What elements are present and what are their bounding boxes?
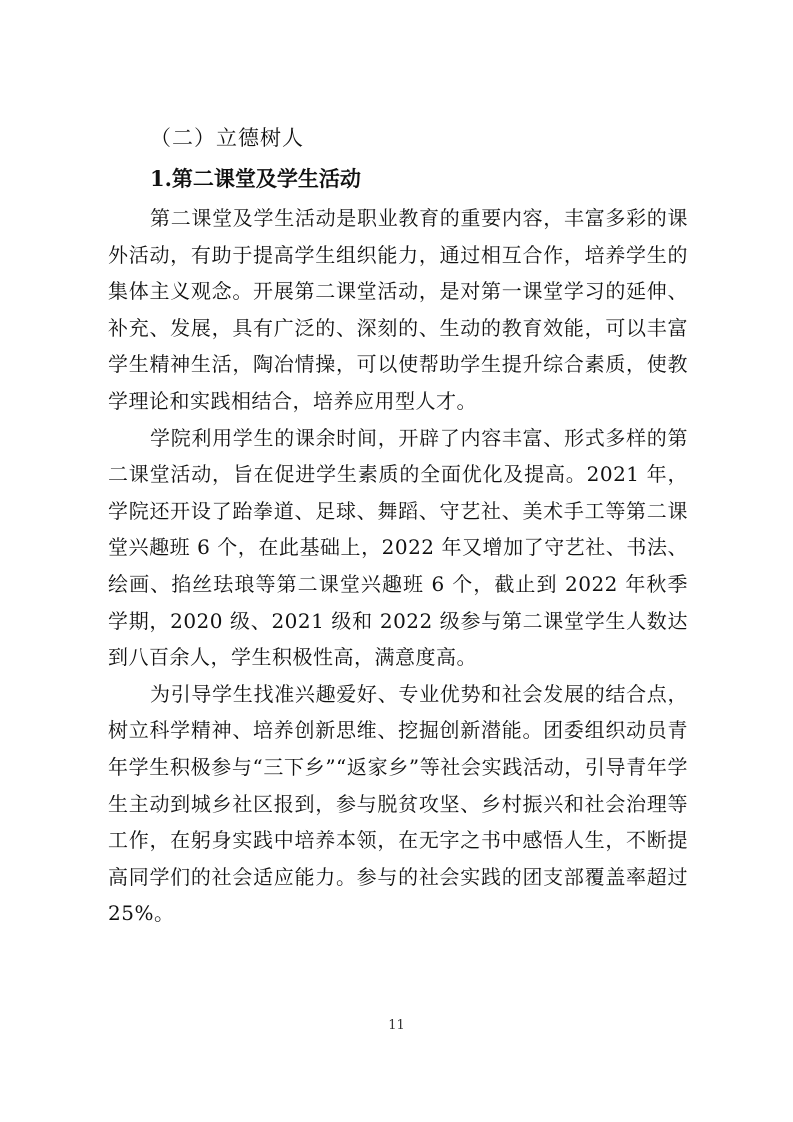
section-heading: （二）立德树人 (150, 126, 304, 150)
page-number: 11 (388, 1018, 405, 1033)
subsection-heading: 1.第二课堂及学生活动 (150, 166, 361, 191)
page-body (108, 118, 688, 932)
paragraph-2: 学院利用学生的课余时间，开辟了内容丰富、形式多样的第二课堂活动，旨在促进学生素质的全面优化及提高。2021 年，学院还开设了跆拳道、足球、舞蹈、守艺社、美术手工等第二课堂兴趣班 6 个，在此基础上，2022 年又增加了守艺社、书法、绘画、掐丝珐琅等第二课堂兴趣班 6 个，截止到 2022 年秋季学期，2020 级、2021 级和 2022 级参与第二课堂学生人数达到八百余人，学生积极性高，满意度高。 (108, 425, 688, 670)
paragraph-3: 为引导学生找准兴趣爱好、专业优势和社会发展的结合点，树立科学精神、培养创新思维、挖掘创新潜能。团委组织动员青年学生积极参与“三下乡”“返家乡”等社会实践活动，引导青年学生主动到城乡社区报到，参与脱贫攻坚、乡村振兴和社会治理等工作，在躬身实践中培养本领，在无字之书中感悟人生，不断提高同学们的社会适应能力。参与的社会实践的团支部覆盖率超过 25%。 (108, 681, 688, 926)
paragraph-1: 第二课堂及学生活动是职业教育的重要内容，丰富多彩的课外活动，有助于提高学生组织能力，通过相互合作，培养学生的集体主义观念。开展第二课堂活动，是对第一课堂学习的延伸、 补充、发展，具有广泛的、深刻的、生动的教育效能，可以丰富学生精神生活，陶冶情操，可以使帮助学生提升综合素质，使教学理论和实践相结合，培养应用型人才。 (108, 206, 688, 413)
